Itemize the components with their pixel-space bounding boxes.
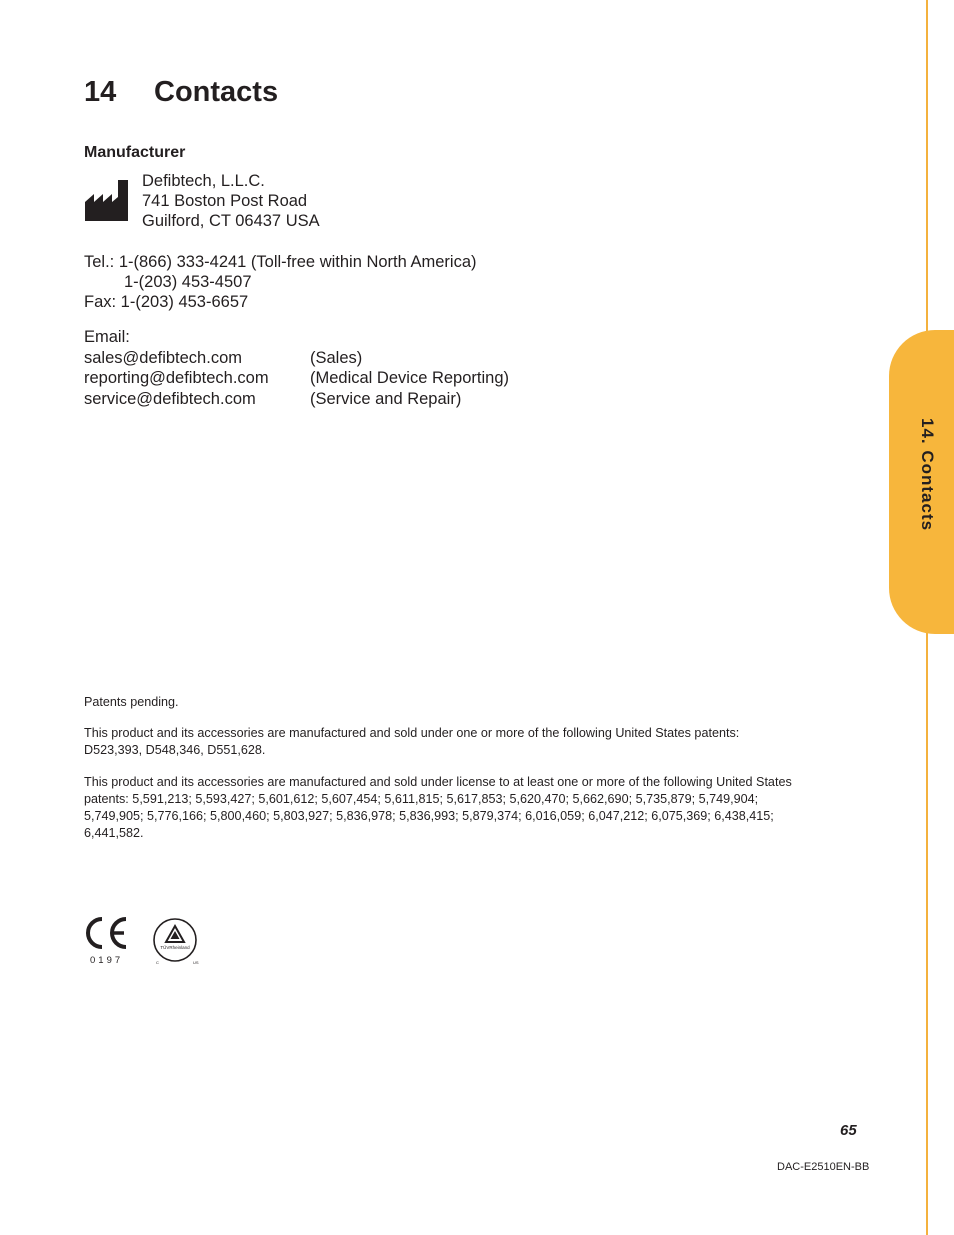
ce-mark-icon [84, 916, 130, 950]
address-line: 741 Boston Post Road [142, 192, 308, 210]
chapter-side-tab-label: 14. Contacts [918, 418, 937, 532]
email-label: Email: [84, 328, 130, 346]
tel-line-secondary: 1-(203) 453-4507 [124, 273, 252, 291]
manufacturer-address [142, 171, 320, 231]
fax-line: Fax: 1-(203) 453-6657 [84, 293, 249, 311]
patents-pending: Patents pending. [84, 695, 179, 709]
page-title [84, 76, 278, 109]
tuv-mark-right: US [193, 960, 199, 964]
manufacturer-heading: Manufacturer [84, 144, 186, 161]
tel-line: Tel.: 1-(866) 333-4241 (Toll-free within North America) [84, 253, 477, 271]
email-purpose: (Sales) [310, 348, 363, 367]
email-row [84, 389, 509, 410]
email-address-reporting[interactable]: reporting@defibtech.com [84, 369, 269, 387]
page-number: 65 [840, 1122, 857, 1139]
tuv-rheinland-mark-icon [150, 914, 204, 964]
email-purpose: (Service and Repair) [310, 389, 462, 408]
chapter-number: 14 [84, 76, 117, 108]
address-line: Guilford, CT 06437 USA [142, 212, 320, 230]
email-address-sales[interactable]: sales@defibtech.com [84, 348, 242, 367]
factory-icon [85, 180, 129, 221]
email-block [84, 327, 509, 409]
document-code: DAC-E2510EN-BB [777, 1161, 870, 1173]
email-row [84, 368, 509, 389]
design-patents: This product and its accessories are manufactured and sold under one or more of the following United States patents: D523,393, D548,346, D551,628. [84, 726, 740, 757]
phone-block [84, 252, 477, 312]
address-line: Defibtech, L.L.C. [142, 172, 265, 190]
email-purpose: (Medical Device Reporting) [310, 369, 509, 387]
email-address-service[interactable]: service@defibtech.com [84, 389, 256, 408]
chapter-title: Contacts [154, 76, 279, 108]
ce-notified-body-number: 0197 [90, 955, 124, 966]
email-row [84, 348, 509, 369]
tuv-mark-text: TÜVRheinland [160, 945, 190, 950]
tuv-mark-left: C [156, 960, 159, 964]
licensed-patents: This product and its accessories are manufactured and sold under license to at least one or more of the following United States patents: 5,591,213; 5,593,427; 5,601,612; 5,607,454; 5,611,815; 5,617,853; 5,620,470; 5,662,690; 5,735,879; 5,749,904; 5,749,905; 5,776,166; 5,800,460; 5,803,927; 5,836,978; 5,836,993; 5,879,374; 6,016,059; 6,047,212; 6,075,369; 6,438,415; 6,441,582. [84, 775, 792, 840]
